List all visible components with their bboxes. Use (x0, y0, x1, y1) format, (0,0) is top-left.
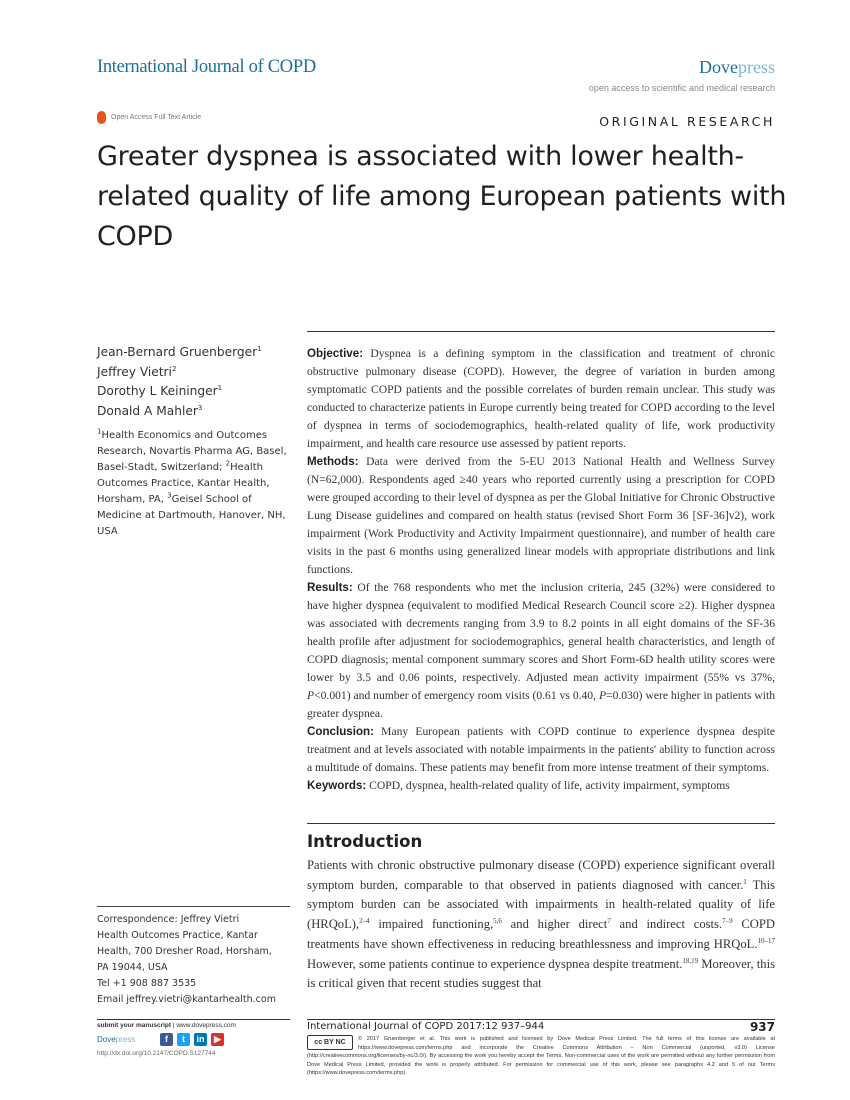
creative-commons-icon[interactable]: cc BY NC (307, 1035, 353, 1050)
doi-link[interactable]: http://dx.doi.org/10.2147/COPD.S127744 (97, 1050, 216, 1057)
citation-superscript[interactable]: 2–4 (359, 916, 370, 925)
text-segment: and higher direct (501, 917, 608, 932)
publisher-tagline: open access to scientific and medical research (588, 83, 775, 93)
text-segment: and indirect costs. (610, 917, 723, 932)
submit-url: | www.dovepress.com (171, 1022, 236, 1029)
section-label: Results: (307, 581, 353, 594)
abstract-results (307, 579, 775, 723)
author-name: Jeffrey Vietri (97, 364, 172, 379)
open-access-lock-icon (97, 111, 106, 124)
author (97, 343, 262, 363)
author-affil: 2 (171, 364, 177, 373)
social-links (160, 1033, 224, 1046)
affiliations (97, 428, 297, 540)
publisher-logo[interactable] (699, 57, 775, 78)
text-segment: <0.001) and number of emergency room visits (0.61 vs 0.40, (314, 689, 599, 702)
citation-superscript[interactable]: 1 (97, 427, 102, 436)
abstract-keywords (307, 777, 775, 795)
author-affil: 3 (197, 403, 203, 412)
submit-label: submit your manuscript (97, 1022, 172, 1029)
footer-publisher-logo[interactable] (97, 1035, 135, 1044)
correspondence-line: PA 19044, USA (97, 962, 168, 973)
section-label: Methods: (307, 455, 359, 468)
citation-superscript[interactable]: 7 (607, 916, 611, 925)
page-number: 937 (749, 1020, 775, 1034)
text-segment: This symptom burden can be associated with impairments in health-related quality of life (HRQoL), (307, 877, 775, 932)
section-text (307, 347, 775, 450)
correspondence-email[interactable]: Email jeffrey.vietri@kantarhealth.com (97, 994, 276, 1005)
author-name: Donald A Mahler (97, 403, 198, 418)
youtube-icon[interactable]: ▶ (211, 1033, 224, 1046)
italic-text: P (307, 689, 315, 702)
abstract-objective (307, 345, 775, 453)
text-segment: COPD, dyspnea, health-related quality of life, activity impairment, symptoms (366, 779, 730, 792)
correspondence-line: Health, 700 Dresher Road, Horsham, (97, 946, 272, 957)
divider (307, 331, 775, 332)
introduction-body (307, 856, 775, 994)
abstract (307, 345, 775, 795)
text-segment: COPD treatments have shown effectiveness in reducing breathlessness and improving HRQoL. (307, 917, 775, 951)
text-segment: Geisel School of Medicine at Dartmouth, Hanover, NH, USA (97, 494, 286, 537)
publisher-logo-press: press (738, 57, 775, 77)
correspondence (97, 912, 302, 1008)
citation-superscript[interactable]: 7–9 (722, 916, 733, 925)
author-name: Dorothy L Keininger (97, 384, 218, 398)
text-segment: However, some patients continue to experience dyspnea despite treatment. (307, 956, 683, 971)
author (97, 402, 262, 422)
section-label: Keywords: (307, 779, 367, 792)
divider (97, 906, 290, 907)
text-segment: Health Outcomes Practice, Kantar Health, Horsham, PA, (97, 462, 270, 505)
linkedin-icon[interactable]: in (194, 1033, 207, 1046)
divider (307, 1019, 775, 1020)
correspondence-line: Correspondence: Jeffrey Vietri (97, 914, 240, 925)
abstract-methods (307, 453, 775, 579)
citation-superscript[interactable]: 18,19 (682, 956, 699, 965)
author (97, 363, 262, 383)
author-affil: 1 (217, 383, 223, 392)
article-title: Greater dyspnea is associated with lower health-related quality of life among European patients with COPD (97, 141, 787, 252)
text-segment: Of the 768 respondents who met the inclusion criteria, 245 (32%) were considered to have higher dyspnea (equivalent to modified Medical Research Council score ≥2). Higher dyspnea was associated with decrements ranging from 3.9 to 8.2 points in all eight domains of the SF-36 health profile after adjustment for sociodemographics, general health characteristics, and length of COPD diagnosis; mental component summary scores and Short Form-6D health utility scores were lower by 3.5 and 0.06 points, respectively. Adjusted mean activity impairment (55% vs 37%, (307, 581, 775, 684)
divider (97, 1019, 290, 1020)
section-label: Objective: (307, 347, 364, 360)
section-text (307, 581, 775, 720)
open-access-label (97, 111, 201, 124)
facebook-icon[interactable]: f (160, 1033, 173, 1046)
open-access-text: Open Access Full Text Article (111, 114, 202, 121)
journal-name[interactable]: International Journal of COPD (97, 57, 316, 77)
text-segment: Moreover, this is critical given that recent studies suggest that (307, 956, 776, 991)
twitter-icon[interactable]: t (177, 1033, 190, 1046)
submit-manuscript-link[interactable] (97, 1022, 236, 1029)
citation-superscript[interactable]: 3 (167, 491, 172, 500)
license-block (307, 1035, 775, 1078)
citation-superscript[interactable]: 1 (743, 877, 747, 886)
author-list (97, 343, 262, 421)
abstract-conclusion (307, 723, 775, 777)
citation-superscript[interactable]: 2 (225, 459, 231, 468)
author-affil: 1 (257, 344, 262, 353)
text-segment: Data were derived from the 5-EU 2013 National Health and Wellness Survey (N=62,000). Respondents aged ≥40 years who reported currently using a prescription for COPD were grouped according to their level of dyspnea as per the Global Initiative for Chronic Obstructive Lung Disease guidelines and compared on health status (revised Short Form 36 [SF-36]v2), work impairment (Work Productivity and Activity Impairment questionnaire), and number of health care visits in the past 6 months using generalized linear models with appropriate distributions and link functions. (307, 455, 775, 576)
section-label: Conclusion: (307, 725, 374, 738)
text-segment: =0.030) were higher in patients with greater dyspnea. (307, 689, 775, 720)
publisher-logo-dove: Dove (699, 57, 738, 77)
citation-superscript[interactable]: 5,6 (493, 916, 502, 925)
citation: International Journal of COPD 2017:12 937–944 (307, 1021, 545, 1032)
footer-logo-press: press (115, 1035, 136, 1044)
footer-logo-dove: Dove (97, 1035, 116, 1044)
text-segment: Dyspnea is a defining symptom in the classification and treatment of chronic obstructive pulmonary disease (COPD). However, the degree of variation in burden among symptomatic COPD patients and the possible correlates of burden remain unclear. This study was conducted to characterize patients in Europe currently being treated for COPD according to the level of dyspnea in terms of sociodemographics, health-related quality of life, work productivity impairment, and health care resource use assessed by patient reports. (307, 347, 775, 450)
section-text (307, 455, 775, 576)
author-name: Jean-Bernard Gruenberger (97, 345, 258, 359)
section-text (366, 779, 730, 792)
text-segment: impaired functioning, (369, 917, 494, 932)
text-segment: Health Economics and Outcomes Research, Novartis Pharma AG, Basel, Basel-Stadt, Switzerland; (97, 430, 287, 473)
license-text: © 2017 Gruenberger et al. This work is published and licensed by Dove Medical Press Limited. The full terms of this license are available at https://www.dovepress.com/terms.php and incorporate the Creative Commons Attribution – Non Commercial (unported, v3.0) License (http://creativecommons.org/licenses/by-nc/3.0/). By accessing the work you hereby accept the Terms. Non-commercial uses of the work are permitted without any further permission from Dove Medical Press Limited, provided the work is properly attributed. For permission for commercial use of this work, please see paragraphs 4.2 and 5 of our Terms (https://www.dovepress.com/terms.php). (307, 1036, 775, 1076)
citation-superscript[interactable]: 10–17 (757, 936, 775, 945)
italic-text: P (598, 689, 607, 702)
correspondence-phone: Tel +1 908 887 3535 (97, 978, 197, 989)
correspondence-line: Health Outcomes Practice, Kantar (97, 930, 258, 941)
divider (307, 823, 775, 824)
section-text (307, 725, 775, 774)
text-segment: Many European patients with COPD continue to experience dyspnea despite treatment and at levels associated with notable impairments in the patients' ability to function across a multitude of domains. These patients may benefit from more intense treatment of their symptoms. (307, 725, 775, 774)
introduction-heading: Introduction (307, 832, 423, 851)
article-type: ORIGINAL RESEARCH (599, 114, 775, 129)
author (97, 382, 262, 402)
text-segment: Patients with chronic obstructive pulmonary disease (COPD) experience significant overall symptom burden, comparable to that observed in patients diagnosed with cancer. (307, 858, 775, 892)
